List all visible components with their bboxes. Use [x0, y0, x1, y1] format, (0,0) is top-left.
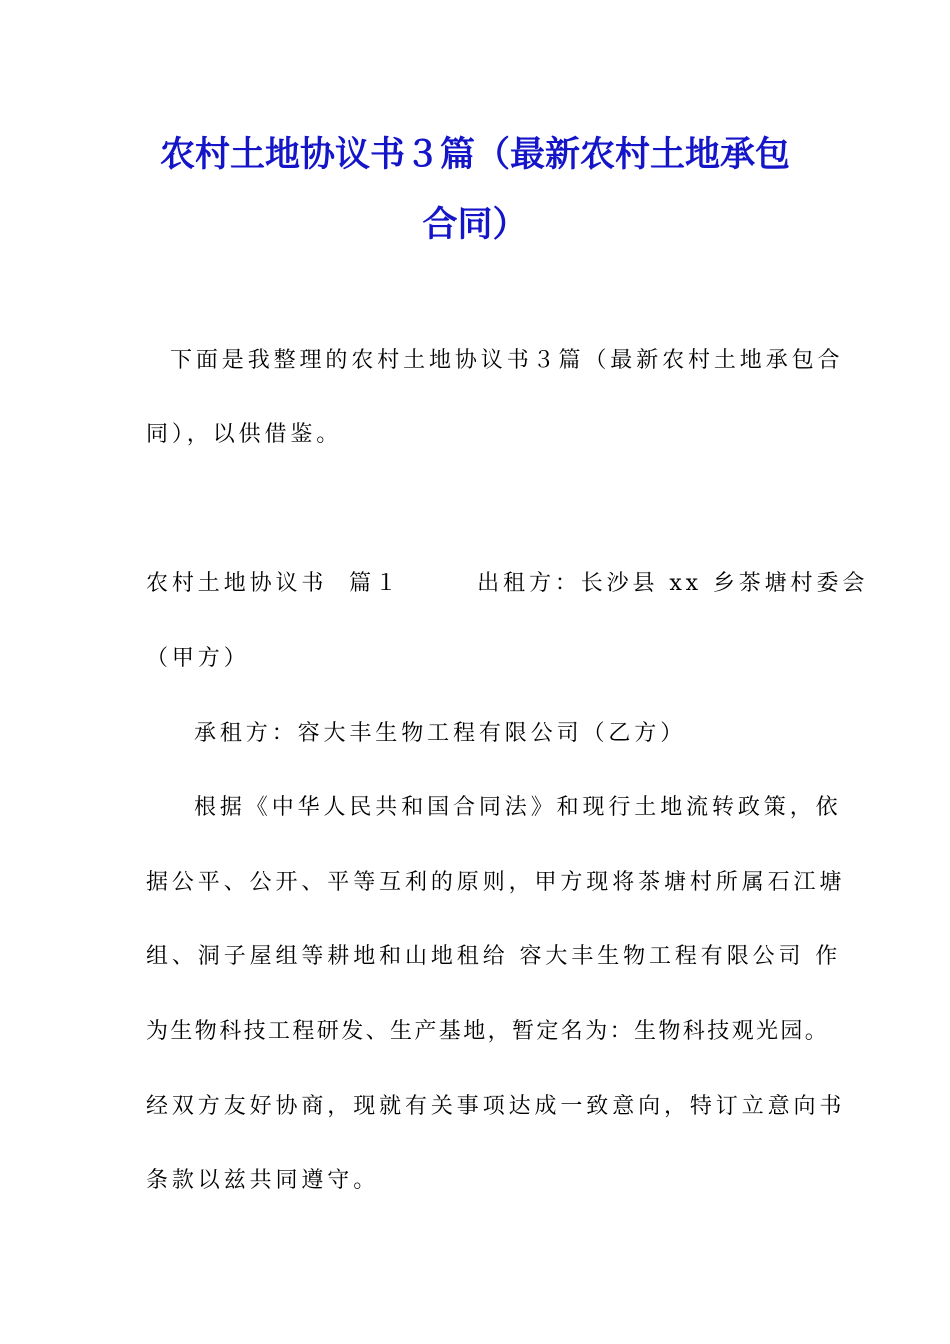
- title-line-1: 农村土地协议书３篇（最新农村土地承包: [159, 135, 790, 175]
- party-a-label: （甲方）: [146, 646, 250, 671]
- paragraph-line-6: 条款以兹共同遵守。: [146, 1168, 380, 1193]
- paragraph-line-4: 为生物科技工程研发、生产基地，暂定名为：生物科技观光园。: [146, 1019, 830, 1044]
- intro-line-1: 下面是我整理的农村土地协议书３篇（最新农村土地承包合: [170, 348, 844, 373]
- section-heading-line: 农村土地协议书 篇１ 出租方：长沙县 xx 乡茶塘村委会: [146, 571, 869, 596]
- paragraph-line-1: 根据《中华人民共和国合同法》和现行土地流转政策，依: [194, 795, 842, 820]
- paragraph-line-5: 经双方友好协商，现就有关事项达成一致意向，特订立意向书: [146, 1094, 846, 1119]
- paragraph-line-2: 据公平、公开、平等互利的原则，甲方现将茶塘村所属石江塘: [146, 870, 846, 895]
- paragraph-line-3: 组、洞子屋组等耕地和山地租给 容大丰生物工程有限公司 作: [146, 944, 842, 969]
- intro-line-2: 同），以供借鉴。: [146, 422, 343, 447]
- party-b-line: 承租方：容大丰生物工程有限公司（乙方）: [194, 721, 687, 746]
- title-line-2: 合同）: [422, 205, 528, 245]
